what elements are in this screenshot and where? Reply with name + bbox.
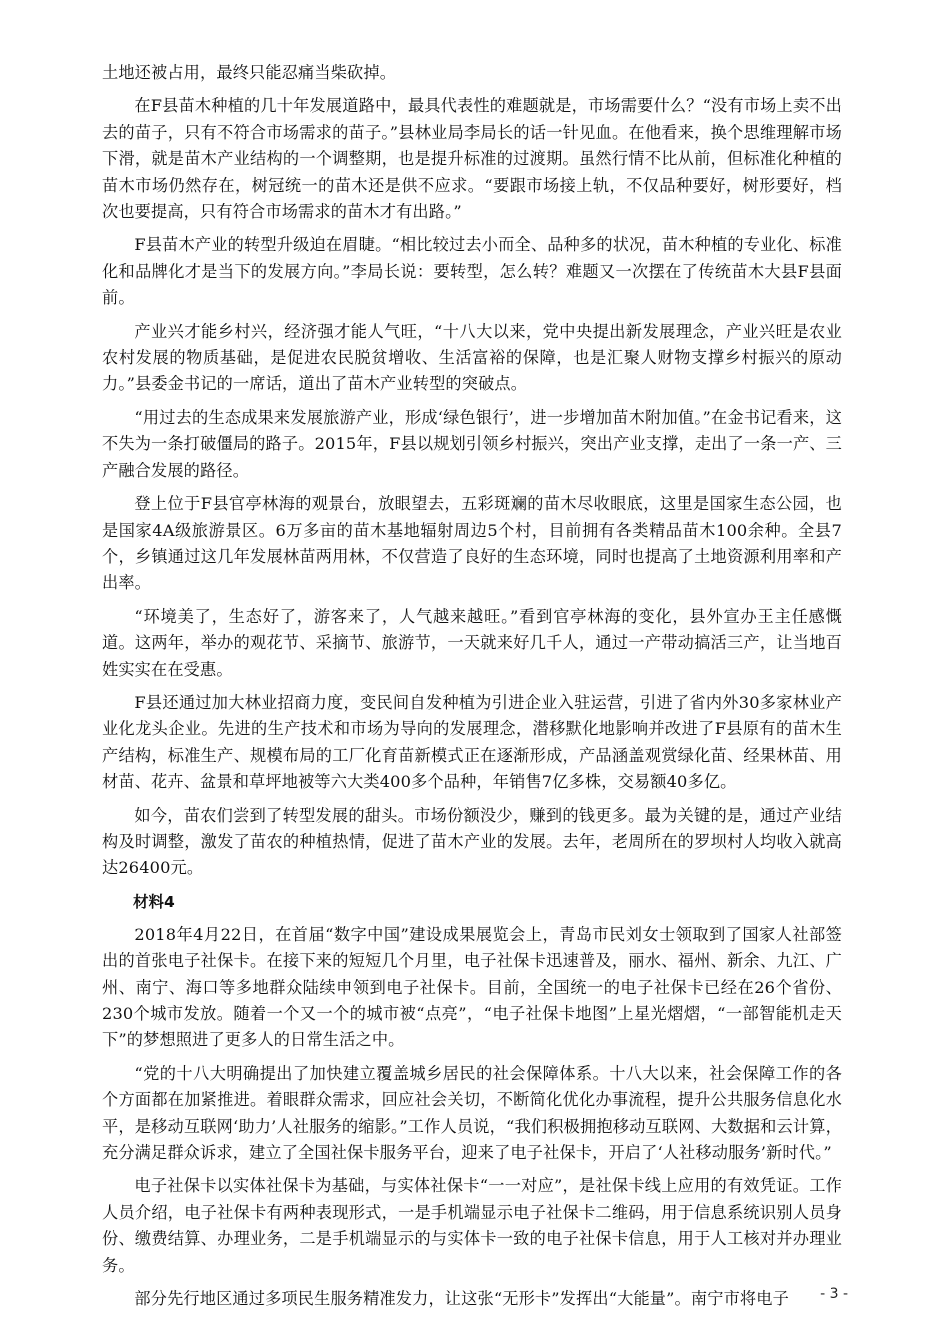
paragraph: “用过去的生态成果来发展旅游产业，形成‘绿色银行’，进一步增加苗木附加值。”在金书记看来，这不失为一条打破僵局的路子。2015年，F县以规划引领乡村振兴，突出产业支撑，走出了一条一产、三产融合发展的路径。 [102, 407, 842, 480]
paragraph: 如今，苗农们尝到了转型发展的甜头。市场份额没少，赚到的钱更多。最为关键的是，通过产业结构及时调整，激发了苗农的种植热情，促进了苗木产业的发展。去年，老周所在的罗坝村人均收入就高达26400元。 [102, 805, 842, 878]
paragraph: “党的十八大明确提出了加快建立覆盖城乡居民的社会保障体系。十八大以来，社会保障工作的各个方面都在加紧推进。着眼群众需求，回应社会关切，不断简化优化办事流程，提升公共服务信息化水平，是移动互联网‘助力’人社服务的缩影。”工作人员说，“我们积极拥抱移动互联网、大数据和云计算，充分满足群众诉求，建立了全国社保卡服务平台，迎来了电子社保卡，开启了‘人社移动服务’新时代。” [102, 1063, 842, 1163]
paragraph: F县苗木产业的转型升级迫在眉睫。“相比较过去小而全、品种多的状况，苗木种植的专业化、标准化和品牌化才是当下的发展方向。”李局长说：要转型，怎么转？难题又一次摆在了传统苗木大县F县面前。 [102, 235, 842, 308]
section-heading: 材料4 [133, 892, 175, 911]
paragraph: 产业兴才能乡村兴，经济强才能人气旺，“十八大以来，党中央提出新发展理念，产业兴旺是农业农村发展的物质基础，是促进农民脱贫增收、生活富裕的保障，也是汇聚人财物支撑乡村振兴的原动力。”县委金书记的一席话，道出了苗木产业转型的突破点。 [102, 321, 842, 394]
paragraph: 部分先行地区通过多项民生服务精准发力，让这张“无形卡”发挥出“大能量”。南宁市将电子 [134, 1289, 789, 1309]
page-number: - 3 - [820, 1286, 848, 1302]
paragraph: 电子社保卡以实体社保卡为基础，与实体社保卡“一一对应”，是社保卡线上应用的有效凭证。工作人员介绍，电子社保卡有两种表现形式，一是手机端显示电子社保卡二维码，用于信息系统识别人员身份、缴费结算、办理业务，二是手机端显示的与实体卡一致的电子社保卡信息，用于人工核对并办理业务。 [102, 1176, 842, 1275]
document-body [102, 60, 842, 1319]
paragraph: F县还通过加大林业招商力度，变民间自发种植为引进企业入驻运营，引进了省内外30多家林业产业化龙头企业。先进的生产技术和市场为导向的发展理念，潜移默化地影响并改进了F县原有的苗木生产结构，标准生产、规模布局的工厂化育苗新模式正在逐渐形成，产品涵盖观赏绿化苗、经果林苗、用材苗、花卉、盆景和草坪地被等六大类400多个品种，年销售7亿多株，交易额40多亿。 [102, 692, 842, 792]
paragraph: 2018年4月22日，在首届“数字中国”建设成果展览会上，青岛市民刘女士领取到了国家人社部签出的首张电子社保卡。在接下来的短短几个月里，电子社保卡迅速普及，丽水、福州、新余、九江、广州、南宁、海口等多地群众陆续申领到电子社保卡。目前，全国统一的电子社保卡已经在26个省份、230个城市发放。随着一个又一个的城市被“点亮”，“电子社保卡地图”上星光熠熠，“一部智能机走天下”的梦想照进了更多人的日常生活之中。 [102, 924, 842, 1050]
paragraph: “环境美了，生态好了，游客来了，人气越来越旺。”看到官亭林海的变化，县外宣办王主任感慨道。这两年，举办的观花节、采摘节、旅游节，一天就来好几千人，通过一产带动搞活三产，让当地百姓实实在在受惠。 [102, 606, 842, 679]
paragraph: 在F县苗木种植的几十年发展道路中，最具代表性的难题就是，市场需要什么？“没有市场上卖不出去的苗子，只有不符合市场需求的苗子。”县林业局李局长的话一针见血。在他看来，换个思维理解市场下滑，就是苗木产业结构的一个调整期，也是提升标准的过渡期。虽然行情不比从前，但标准化种植的苗木市场仍然存在，树冠统一的苗木还是供不应求。“要跟市场接上轨，不仅品种要好，树形要好，档次也要提高，只有符合市场需求的苗木才有出路。” [102, 96, 842, 222]
paragraph-continuation: 土地还被占用，最终只能忍痛当柴砍掉。 [102, 63, 397, 82]
paragraph: 登上位于F县官亭林海的观景台，放眼望去，五彩斑斓的苗木尽收眼底，这里是国家生态公园，也是国家4A级旅游景区。6万多亩的苗木基地辐射周边5个村，目前拥有各类精品苗木100余种。全县7个，乡镇通过这几年发展林苗两用林，不仅营造了良好的生态环境，同时也提高了土地资源利用率和产出率。 [102, 494, 842, 593]
